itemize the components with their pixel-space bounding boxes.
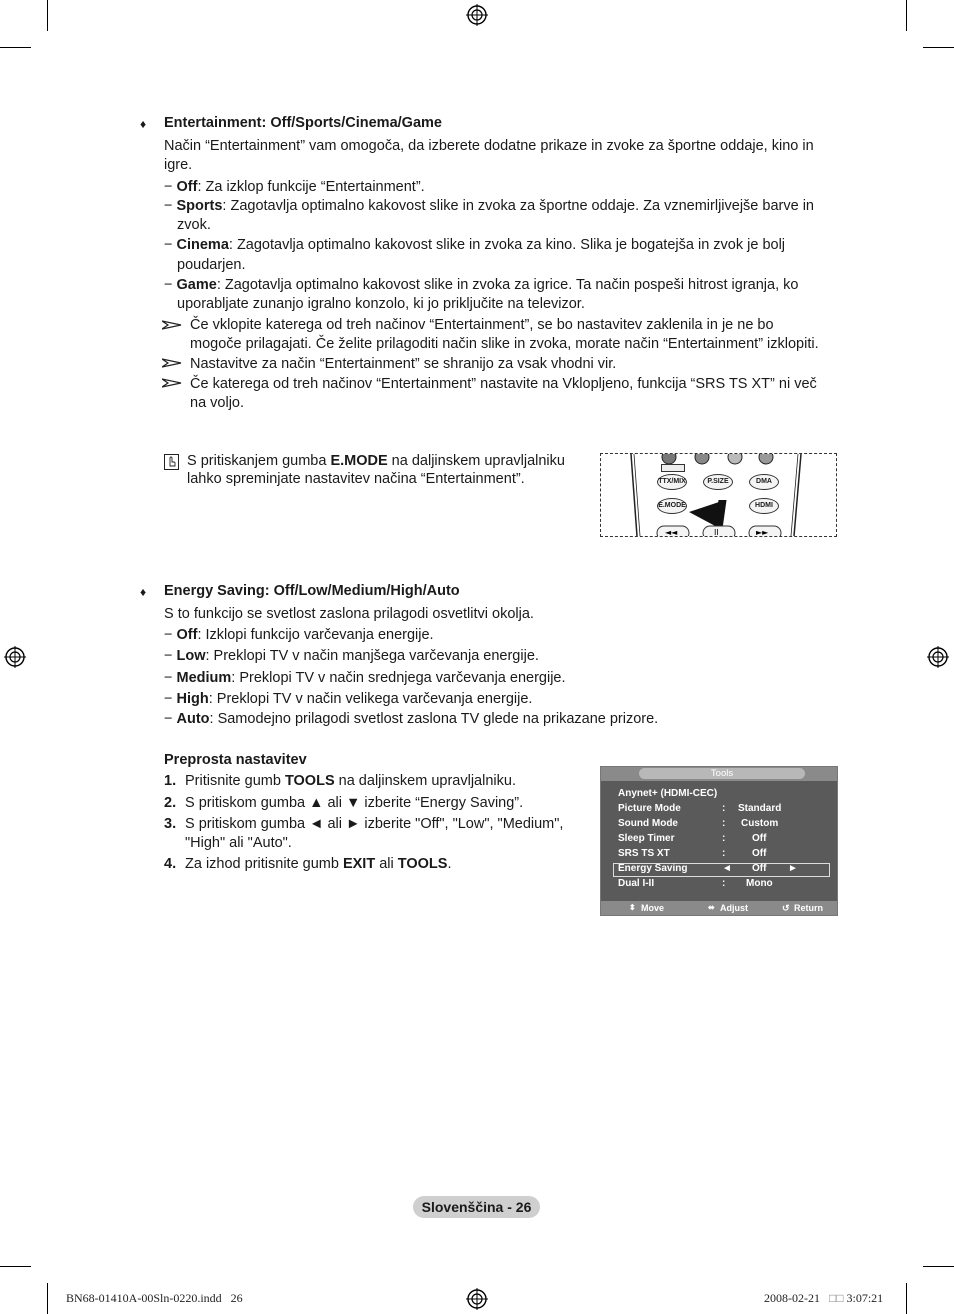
svg-text:II: II <box>714 528 719 536</box>
energy-intro: S to funkcijo se svetlost zaslona prilagodi osvetlitvi okolja. <box>164 606 534 622</box>
return-icon: ↺ <box>782 903 790 913</box>
note-arrow-icon <box>162 378 182 388</box>
remote-body <box>601 454 836 536</box>
description-cont: zvok. <box>177 217 211 233</box>
e-mode-button[interactable]: E.MODE <box>657 498 687 514</box>
crop-mark <box>923 1266 954 1267</box>
dash-icon: − <box>164 179 177 195</box>
list-item: − Auto: Samodejno prilagodi svetlost zaslona TV glede na prikazane prizore. <box>164 711 659 727</box>
note-text: Če vklopite katerega od treh načinov “Entertainment”, se bo nastavitev zaklenila in je ne bo <box>190 317 774 333</box>
crop-mark <box>923 47 954 48</box>
footer-date: 2008-02-21 □□ 3:07:21 <box>764 1291 884 1305</box>
registration-mark-icon <box>466 4 488 26</box>
description-cont: uporabljate zunanjo igralno konzolo, ki jo priključite na televizor. <box>177 296 585 312</box>
setup-heading: Preprosta nastavitev <box>164 752 307 768</box>
energy-heading: Energy Saving: Off/Low/Medium/High/Auto <box>164 583 460 599</box>
description-cont: poudarjen. <box>177 257 246 273</box>
crop-mark <box>906 1283 907 1314</box>
step-item: 1. Pritisnite gumb TOOLS na daljinskem upravljalniku. <box>164 773 516 789</box>
hdmi-button[interactable]: HDMI <box>749 498 779 514</box>
list-item: − High: Preklopi TV v način velikega varčevanja energije. <box>164 691 533 707</box>
term: Off <box>176 179 198 195</box>
diamond-bullet-icon: ♦ <box>140 117 147 131</box>
list-item: − Low: Preklopi TV v način manjšega varčevanja energije. <box>164 648 539 664</box>
menu-title-bar <box>601 767 837 781</box>
description: : Za izklop funkcije “Entertainment”. <box>197 179 425 195</box>
note-text: Če katerega od treh načinov “Entertainment” nastavite na Vklopljeno, funkcija “SRS TS XT” ni več <box>190 376 817 392</box>
dash-icon: − <box>164 277 177 293</box>
up-down-icon: ⬍ <box>629 903 636 912</box>
tools-menu: Tools Anynet+ (HDMI-CEC) Picture Mode : Standard Sound Mode : Custom Sleep Timer : Off SRS TS XT : Off Energy Saving ◄ Off ► Dual I-II : Mono ⬍ Move ⬌ Adjust ↺ Return <box>600 766 838 916</box>
registration-mark-icon <box>4 646 26 668</box>
menu-title: Tools <box>639 768 805 779</box>
step-item: 3. S pritiskom gumba ◄ ali ► izberite "Off", "Low", "Medium", <box>164 816 564 832</box>
crop-mark <box>0 1266 31 1267</box>
term: Cinema <box>176 237 229 253</box>
ttx-mix-button[interactable]: TTX/MIX <box>657 474 687 490</box>
note-arrow-icon <box>162 320 182 330</box>
footer-file: BN68-01410A-00Sln-0220.indd 26 <box>66 1291 243 1305</box>
note-arrow-icon <box>162 358 182 368</box>
entertainment-intro-cont: igre. <box>164 157 193 173</box>
description: : Zagotavlja optimalno kakovost slike in zvoka za kino. Slika je bogatejša in zvok je bolj <box>228 237 786 253</box>
description: : Zagotavlja optimalno kakovost slike in zvoka za športne oddaje. Za vznemirljivejše barve in <box>222 198 814 214</box>
note-text: Nastavitve za način “Entertainment” se shranijo za vsak vhodni vir. <box>190 356 617 372</box>
dash-icon: − <box>164 711 177 727</box>
crop-mark <box>47 1283 48 1314</box>
left-right-icon: ⬌ <box>708 903 715 912</box>
p-size-button[interactable]: P.SIZE <box>703 474 733 490</box>
term: Sports <box>176 198 223 214</box>
entertainment-intro: Način “Entertainment” vam omogoča, da izberete dodatne prikaze in zvoke za športne oddaje, kino in <box>164 138 814 154</box>
term: Game <box>176 277 217 293</box>
diamond-bullet-icon: ♦ <box>140 585 147 599</box>
registration-mark-icon <box>927 646 949 668</box>
dash-icon: − <box>164 648 177 664</box>
list-item <box>164 197 814 216</box>
list-item: − Medium: Preklopi TV v način srednjega varčevanja energije. <box>164 670 566 686</box>
crop-mark <box>47 0 48 31</box>
dash-icon: − <box>164 198 177 214</box>
step-item: 4. Za izhod pritisnite gumb EXIT ali TOOLS. <box>164 856 452 872</box>
note-text-cont: mogoče prilagajati. Če želite prilagoditi način slike in zvoka, morate način “Entertainment” izklopiti. <box>190 336 819 352</box>
entertainment-heading: Entertainment: Off/Sports/Cinema/Game <box>164 115 442 131</box>
dma-button[interactable]: DMA <box>749 474 779 490</box>
registration-mark-icon <box>466 1288 488 1310</box>
crop-mark <box>906 0 907 31</box>
crop-mark <box>0 47 31 48</box>
remote-note: S pritiskanjem gumba E.MODE na daljinskem upravljalniku <box>187 453 565 469</box>
step-item: 2. S pritiskom gumba ▲ ali ▼ izberite “Energy Saving”. <box>164 795 524 811</box>
step-item-cont: "High" ali "Auto". <box>185 835 292 851</box>
hand-press-icon <box>164 454 179 470</box>
dash-icon: − <box>164 691 177 707</box>
list-item <box>164 276 798 295</box>
right-arrow-icon: ► <box>788 863 798 874</box>
ttx-small-icon <box>661 464 685 472</box>
dash-icon: − <box>164 237 177 253</box>
menu-footer: ⬍ Move ⬌ Adjust ↺ Return <box>601 901 837 915</box>
dash-icon: − <box>164 670 177 686</box>
note-text-cont: na voljo. <box>190 395 245 411</box>
page-number: Slovenščina - 26 <box>413 1196 540 1218</box>
left-arrow-icon: ◄ <box>722 863 732 874</box>
description: : Zagotavlja optimalno kakovost slike in zvoka za igrice. Ta način pospeši hitrost igranja, ko <box>216 277 799 293</box>
remote-note-cont: lahko spreminjate nastavitev načina “Entertainment”. <box>187 471 525 487</box>
list-item <box>164 178 425 197</box>
svg-text:►►: ►► <box>756 528 769 536</box>
list-item: − Off: Izklopi funkcijo varčevanja energije. <box>164 627 434 643</box>
svg-text:◄◄: ◄◄ <box>665 528 678 536</box>
remote-illustration <box>600 453 837 537</box>
list-item <box>164 236 785 255</box>
dash-icon: − <box>164 627 177 643</box>
